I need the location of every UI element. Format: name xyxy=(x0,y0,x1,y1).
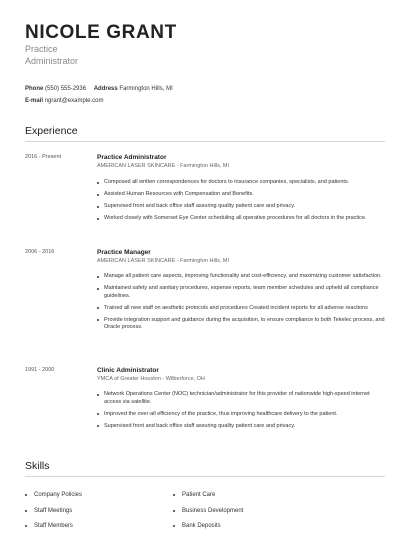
skills-heading: Skills xyxy=(25,460,50,472)
job-bullet: Composed all written correspondences for doctors to insurance companies, specialists, and patients. xyxy=(97,179,387,187)
job-bullet: Manage all patient care aspects, improving functionality and cost-efficiency, and maximizing customer satisfaction. xyxy=(97,273,387,281)
skill-item: Staff Members xyxy=(25,522,82,538)
job-dates: 2016 - Present xyxy=(25,154,62,160)
job-bullet: Supervised front and back office staff assuring quality patient care and privacy. xyxy=(97,423,387,431)
job-title: Practice Manager xyxy=(97,249,151,256)
skills-list-left xyxy=(25,491,82,538)
address-label: Address xyxy=(93,86,118,92)
skill-item: Staff Meetings xyxy=(25,507,82,523)
phone-value: (550) 555-2936 xyxy=(45,86,87,92)
role-line-2: Administrator xyxy=(25,55,79,66)
experience-divider xyxy=(25,141,385,142)
email-label: E-mail xyxy=(25,98,44,104)
address-value: Farmington Hills, MI xyxy=(119,86,173,92)
job-dates: 2006 - 2016 xyxy=(25,249,55,255)
contact-line-2 xyxy=(25,98,103,104)
skills-divider xyxy=(25,476,385,477)
job-title: Practice Administrator xyxy=(97,154,167,161)
skill-item: Business Development xyxy=(173,507,243,523)
job-employer: AMERICAN LASER SKINCARE - Farmington Hills, MI xyxy=(97,258,230,264)
job-bullets xyxy=(97,273,387,336)
skill-item: Bank Deposits xyxy=(173,522,243,538)
job-bullet: Improved the over-all efficiency of the practice, thus improving healthcare delivery to the patient. xyxy=(97,411,387,419)
job-employer: YMCA of Greater Houston - Wilberforce, OH xyxy=(97,376,205,382)
email-value: ngrant@example.com xyxy=(44,98,104,104)
job-bullet: Provide integration support and guidance during the acquisition, to ensure compliance to both Tekelec process, and Oracle process. xyxy=(97,317,387,332)
contact-line-1 xyxy=(25,86,173,92)
job-bullet: Worked closely with Somerset Eye Center scheduling all operative procedures for all doctors in the practice. xyxy=(97,215,387,223)
skill-item: Company Policies xyxy=(25,491,82,507)
job-employer: AMERICAN LASER SKINCARE - Farmington Hills, MI xyxy=(97,163,230,169)
job-bullet: Assisted Human Resources with Compensation and Benefits. xyxy=(97,191,387,199)
job-bullet: Supervised front and back office staff assuring quality patient care and privacy. xyxy=(97,203,387,211)
job-title: Clinic Administrator xyxy=(97,367,159,374)
skills-list-right xyxy=(173,491,243,538)
job-bullet: Maintained safety and sanitary procedures, expense reports, team member schedules and upheld all compliance guidelines. xyxy=(97,285,387,300)
job-dates: 1991 - 2000 xyxy=(25,367,55,373)
job-bullets xyxy=(97,179,387,227)
skill-item: Patient Care xyxy=(173,491,243,507)
job-bullet: Network Operations Center (NOC) technician/administrator for this provider of nationwide high-speed internet access via satellite. xyxy=(97,391,387,406)
candidate-role xyxy=(25,44,105,67)
candidate-name: NICOLE GRANT xyxy=(25,22,177,43)
role-line-1: Practice xyxy=(25,44,58,54)
job-bullets xyxy=(97,391,387,435)
phone-label: Phone xyxy=(25,86,44,92)
experience-heading: Experience xyxy=(25,125,78,137)
job-bullet: Trained all new staff on aesthetic protocols and procedures Created incident reports for all adverse reactions xyxy=(97,305,387,313)
